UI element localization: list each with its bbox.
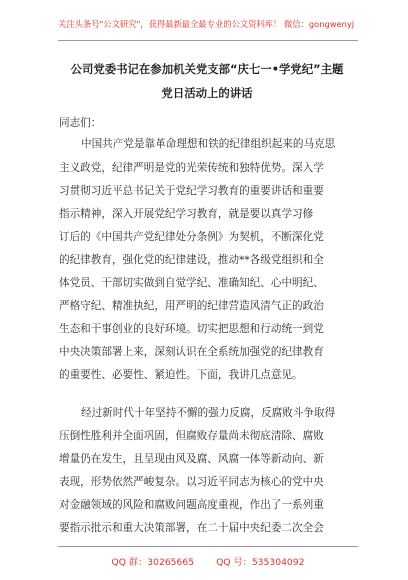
body-line: 要指示批示和重大决策部署，在二十届中央纪委二次全会	[59, 522, 324, 534]
body-line: 对金融领域的风险和腐败问题高度重视，作出了一系列重	[59, 499, 324, 511]
body-line	[59, 390, 359, 406]
body-line: 体党员、干部切实做到自觉学纪、准确知纪、心中明纪、	[59, 277, 324, 289]
body-line: 指示精神，深入开展党纪学习教育，就是要以真学习修	[59, 208, 314, 220]
body-line: 增量仍在发生，且呈现由风及腐、风腐一体等新动向、新	[59, 453, 324, 465]
footer-contact	[58, 554, 358, 568]
body-line: 的纪律教育，强化党的纪律建设，推动**各级党组织和全	[59, 254, 324, 266]
footer-qq-group: QQ 群：30265665	[111, 557, 195, 568]
body-line: 生态和干事创业的良好环境。切实把思想和行动统一到党	[59, 323, 324, 335]
body-line: 经过新时代十年坚持不懈的强力反腐，反腐败斗争取得	[81, 407, 336, 419]
body-line: 严格守纪、精准执纪，用严明的纪律营造风清气正的政治	[59, 300, 324, 312]
footer-divider	[58, 546, 358, 547]
header-promo-text: 关注头条号"公文研究"，获得最新最全最专业的公文资料库！ 微信：gongwenyj	[58, 19, 355, 29]
document-title-line-2: 党日活动上的讲话	[161, 86, 253, 100]
header-divider	[58, 40, 358, 41]
footer-qq-number: QQ 号：535304092	[216, 557, 305, 568]
body-line: 表现，形势依然严峻复杂。以习近平同志为核心的党中央	[59, 476, 324, 488]
document-title-line-1: 公司党委书记在参加机关党支部“庆七一•学党纪”主题	[70, 62, 344, 76]
body-line: 压倒性胜利并全面巩固，但腐败存量尚未彻底清除、腐败	[59, 430, 324, 442]
body-line: 习贯彻习近平总书记关于党纪学习教育的重要讲话和重要	[59, 185, 324, 197]
body-line: 的重要性、必要性、紧迫性。下面，我讲几点意见。	[59, 369, 303, 381]
body-line: 同志们：	[59, 117, 102, 129]
body-line: 中国共产党是靠革命理想和铁的纪律组织起来的马克思	[81, 138, 336, 150]
body-line: 主义政党，纪律严明是党的光荣传统和独特优势。深入学	[59, 162, 324, 174]
body-line: 订后的《中国共产党纪律处分条例》为契机，不断深化党	[59, 231, 324, 243]
body-line: 中央决策部署上来，深刻认识在全系统加强党的纪律教育	[59, 346, 324, 358]
